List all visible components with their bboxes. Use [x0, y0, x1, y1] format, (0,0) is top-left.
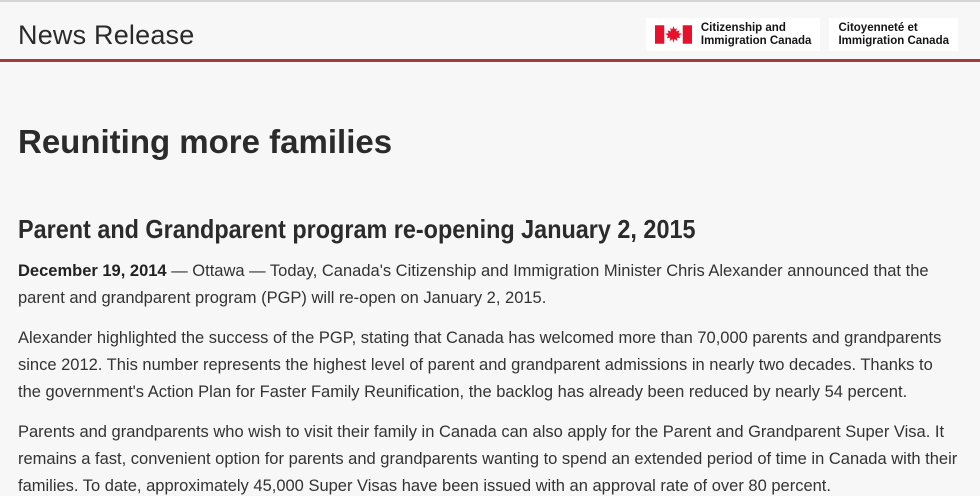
article-paragraph-1 [18, 258, 960, 312]
signature-french-block [829, 18, 958, 51]
government-of-canada-signature [646, 18, 958, 51]
department-name-french-line1: Citoyenneté et [838, 21, 918, 34]
department-name-english [701, 22, 812, 48]
canada-flag-icon [655, 25, 692, 44]
article-dateline: December 19, 2014 [18, 262, 167, 280]
main-content [0, 123, 980, 496]
article-paragraph-3: Parents and grandparents who wish to visit their family in Canada can also apply for the Parent and Grandparent Super Visa. It remains a fast, convenient option for parents and grandparents wanting to spend an extended period of time in Canada with their families. To date, approximately 45,000 Super Visas have been issued with an approval rate of over 80 percent. [18, 423, 958, 495]
department-name-french [838, 22, 949, 48]
department-name-english-line1: Citizenship and [700, 21, 786, 34]
header [0, 2, 980, 51]
article-paragraph-1-text: — Ottawa — Today, Canada's Citizenship and Immigration Minister Chris Alexander announced that the parent and grandparent program (PGP) will re-open on January 2, 2015. [18, 262, 929, 307]
signature-english-block [646, 18, 821, 51]
header-divider-rule [0, 59, 980, 62]
page-header-title: News Release [18, 20, 195, 50]
article-paragraph-2: Alexander highlighted the success of the PGP, stating that Canada has welcomed more than 70,000 parents and grandparents since 2012. This number represents the highest level of parent and grandparent admissions in nearly two decades. Thanks to the government's Action Plan for Faster Family Reunification, the backlog has already been reduced by nearly 54 percent. [18, 329, 942, 401]
page-title: Reuniting more families [18, 123, 393, 160]
department-name-french-line2: Immigration Canada [838, 34, 949, 47]
article-heading: Parent and Grandparent program re-opening January 2, 2015 [18, 214, 696, 244]
department-name-english-line2: Immigration Canada [700, 34, 812, 47]
